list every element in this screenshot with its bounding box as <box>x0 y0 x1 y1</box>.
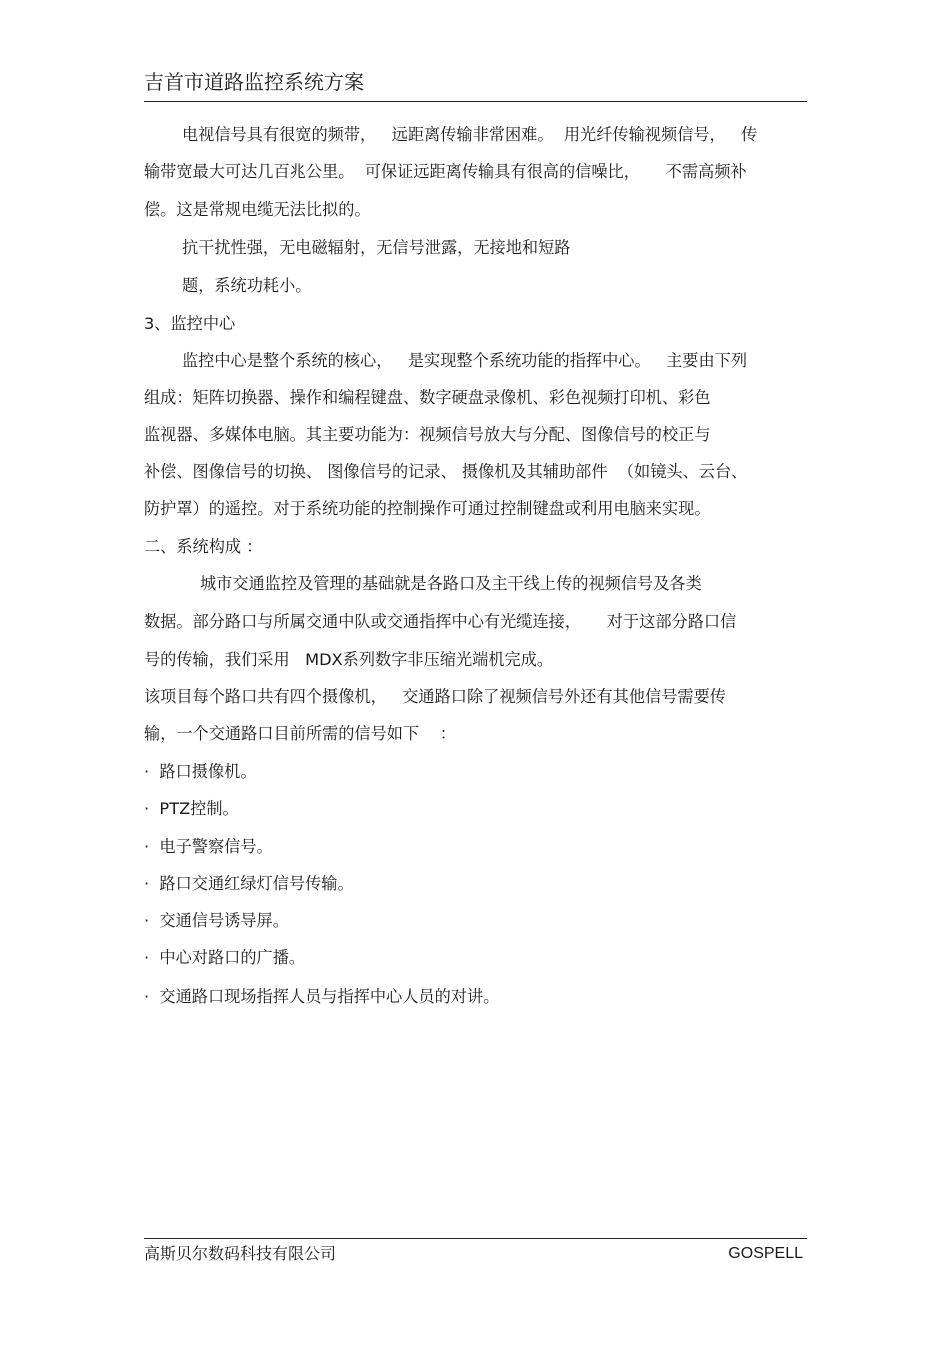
paragraph-line: 数据。部分路口与所属交通中队或交通指挥中心有光缆连接， 对于这部分路口信 <box>144 612 737 631</box>
page-header-title: 吉首市道路监控系统方案 <box>144 70 364 94</box>
paragraph-line: 该项目每个路口共有四个摄像机， 交通路口除了视频信号外还有其他信号需要传 <box>144 687 726 706</box>
bullet-item: · 电子警察信号。 <box>144 837 273 856</box>
bullet-item: · 路口摄像机。 <box>144 762 257 781</box>
paragraph-line: 输带宽最大可达几百兆公里。 可保证远距离传输具有很高的信噪比， 不需高频补 <box>144 162 747 181</box>
footer-divider <box>144 1238 807 1239</box>
bullet-item: · 交通信号诱导屏。 <box>144 911 289 930</box>
paragraph-line: 题，系统功耗小。 <box>182 276 312 295</box>
bullet-item: · 路口交通红绿灯信号传输。 <box>144 874 354 893</box>
paragraph-line: 输，一个交通路口目前所需的信号如下 ： <box>144 724 456 743</box>
paragraph-line: 电视信号具有很宽的频带， 远距离传输非常困难。 用光纤传输视频信号， 传 <box>182 125 758 144</box>
paragraph-line: 偿。这是常规电缆无法比拟的。 <box>144 200 371 219</box>
paragraph-line: 监控中心是整个系统的核心， 是实现整个系统功能的指挥中心。 主要由下列 <box>182 351 748 370</box>
paragraph-line: 补偿、图像信号的切换、 图像信号的记录、 摄像机及其辅助部件 （如镜头、云台、 <box>144 462 748 481</box>
section-heading: 二、系统构成 ： <box>144 537 263 556</box>
footer-company-name: 高斯贝尔数码科技有限公司 <box>144 1244 337 1263</box>
paragraph-line: 号的传输，我们采用 MDX系列数字非压缩光端机完成。 <box>144 650 554 669</box>
paragraph-line: 组成：矩阵切换器、操作和编程键盘、数字硬盘录像机、彩色视频打印机、彩色 <box>144 388 711 407</box>
paragraph-line: 防护罩）的遥控。对于系统功能的控制操作可通过控制键盘或利用电脑来实现。 <box>144 499 711 518</box>
footer-brand: GOSPELL <box>728 1245 803 1262</box>
bullet-item: · 中心对路口的广播。 <box>144 948 306 967</box>
paragraph-line: 抗干扰性强，无电磁辐射，无信号泄露，无接地和短路 <box>182 238 571 257</box>
paragraph-line: 城市交通监控及管理的基础就是各路口及主干线上传的视频信号及各类 <box>200 574 702 593</box>
section-heading: 3、监控中心 <box>144 314 236 333</box>
bullet-item: · PTZ控制。 <box>144 799 239 818</box>
header-divider <box>144 101 807 102</box>
bullet-item: · 交通路口现场指挥人员与指挥中心人员的对讲。 <box>144 987 500 1006</box>
paragraph-line: 监视器、多媒体电脑。其主要功能为：视频信号放大与分配、图像信号的校正与 <box>144 425 711 444</box>
